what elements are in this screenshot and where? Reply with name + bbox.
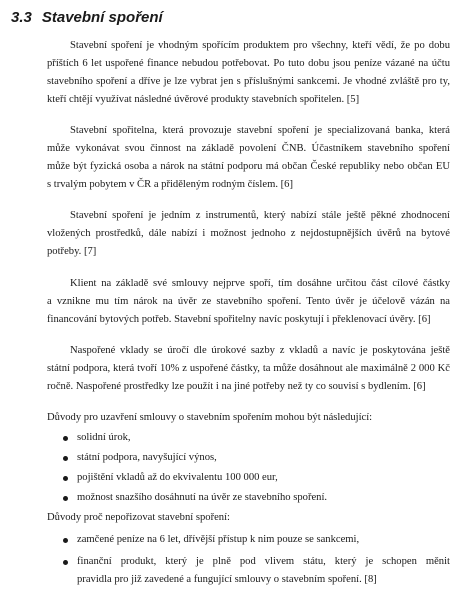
text-line: vložených prostředků, dále nabízí i možnost jednoho z nejdostupnějších úvěrů na bytové (47, 228, 450, 239)
list-intro: Důvody proč nepořizovat stavební spoření: (47, 512, 230, 523)
text-line: příštích 6 let uspořené finance nebudou potřebovat. Po tuto dobu jsou peníze vázané na účtu (47, 58, 450, 69)
list-item-text: státní podpora, navyšující výnos, (77, 452, 217, 463)
bullet-icon (63, 560, 68, 565)
list-item-text: možnost snazšího dosáhnutí na úvěr ze stavebního spoření. (77, 492, 328, 503)
text-line: může být fyzická osoba a nárok na státní podporu má občan České republiky nebo občan EU (47, 161, 450, 172)
bullet-icon (63, 436, 68, 441)
text-line: státní podpora, která tvoří 10% z uspořené částky, ta může dosáhnout ale maximálně 2 000 Kč (47, 363, 450, 374)
text-line: s trvalým pobytem v ČR a přiděleným rodným číslem. [6] (47, 179, 293, 190)
list-item-text: finanční produkt, který je plně pod vlivem státu, který je schopen měnit (77, 556, 450, 567)
list-item-text: pravidla pro již zavedené a fungující smlouvy o stavebním spoření. [8] (77, 574, 377, 585)
text-line: ročně. Naspořené prostředky lze použít i na jiné potřeby než ty co souvisí s bydlením. [6] (47, 381, 426, 392)
section-title: Stavební spoření (41, 9, 163, 26)
text-line: potřeby. [7] (47, 246, 97, 257)
list-item-text: solidní úrok, (77, 432, 131, 443)
bullet-icon (63, 476, 68, 481)
bullet-icon (63, 538, 68, 543)
text-line: může vykonávat svou činnost na základě povolení ČNB. Účastníkem stavebního spoření (47, 143, 450, 154)
text-line: Stavební spoření je jedním z instrumentů, který nabízí stále ještě pěkné zhodnocení (70, 210, 450, 221)
text-line: a vznikne mu tím nárok na úvěr ze stavebního spoření. Tento úvěr je účelově vázán na (47, 296, 450, 307)
text-line: kteří chtějí využívat následné úvěrové produkty stavebních spořitelen. [5] (47, 94, 360, 105)
text-line: Stavební spoření je vhodným spořícím produktem pro všechny, kteří vědí, že po dobu (70, 40, 450, 51)
text-line: Naspořené vklady se úročí dle úrokové sazby z vkladů a navíc je poskytována ještě (70, 345, 450, 356)
list-item-text: zamčené peníze na 6 let, dřívější přístup k nim pouze se sankcemi, (77, 534, 360, 545)
list-item-text: pojištění vkladů až do ekvivalentu 100 000 eur, (77, 472, 278, 483)
bullet-icon (63, 496, 68, 501)
section-number: 3.3 (11, 9, 32, 26)
bullet-icon (63, 456, 68, 461)
text-line: stavebního spoření a dříve je lze vybrat jen s příslušnými sankcemi. Je vhodné zvláště pro ty, (47, 76, 450, 87)
section-heading (11, 9, 163, 26)
text-line: Klient na základě své smlouvy nejprve spoří, tím dosáhne určitou část cílové částky (70, 278, 450, 289)
text-line: financování bytových potřeb. Stavební spořitelny navíc poskytují i překlenovací úvěry. [6] (47, 314, 431, 325)
list-intro: Důvody pro uzavření smlouvy o stavebním spořením mohou být následující: (47, 412, 373, 423)
text-line: Stavební spořitelna, která provozuje stavební spoření je specializovaná banka, která (70, 125, 450, 136)
